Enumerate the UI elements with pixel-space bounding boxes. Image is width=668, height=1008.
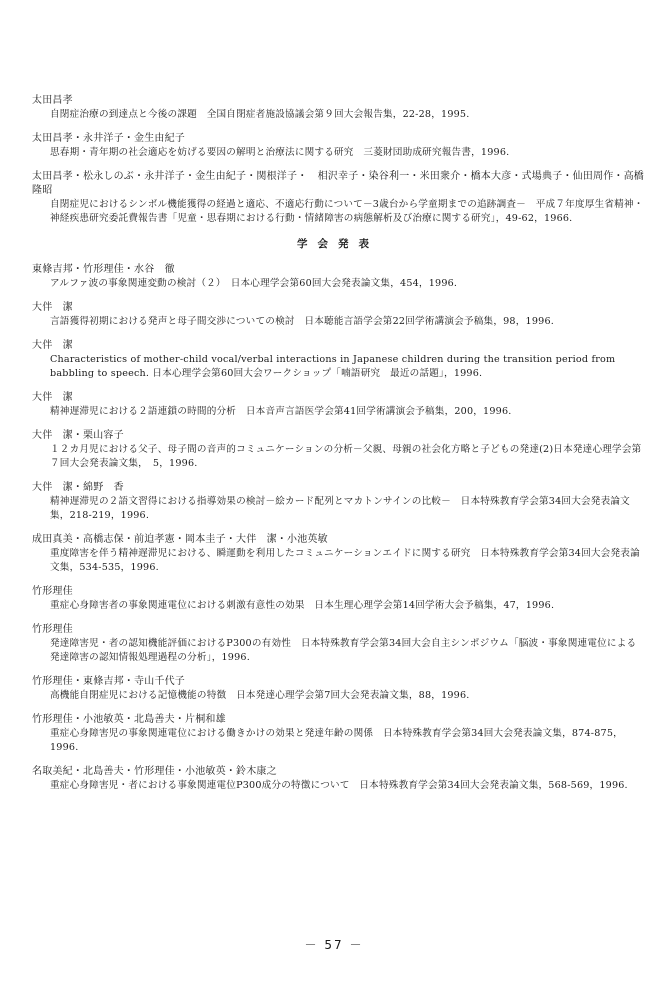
reference-authors: 竹形理佳・東條吉邦・寺山千代子 (32, 676, 185, 687)
reference-authors: 大伴 潔 (32, 392, 73, 403)
reference-authors: 成田真美・高橋志保・前迫孝憲・岡本圭子・大伴 潔・小池英敏 (32, 534, 328, 545)
page-number: － 57 － (304, 938, 364, 952)
reference-entry (32, 713, 644, 755)
reference-body: 発達障害児・者の認知機能評価におけるP300の有効性 日本特殊教育学会第34回大会自主シンポジウム「脳波・事象関連電位による発達障害の認知情報処理過程の分析」，1996. (50, 638, 637, 663)
reference-entry (32, 132, 644, 160)
reference-body: 高機能自閉症児における記憶機能の特徴 日本発達心理学会第7回大会発表論文集，88，1996. (50, 690, 470, 701)
reference-authors: 太田昌孝 (32, 95, 73, 106)
reference-body: １２カ月児における父子、母子間の音声的コミュニケーションの分析－父親、母親の社会化方略と子どもの発達(2)日本発達心理学会第７回大会発表論文集， 5，1996. (50, 444, 642, 469)
reference-authors: 大伴 潔 (32, 340, 73, 351)
reference-entry (32, 533, 644, 575)
reference-entry (32, 429, 644, 471)
reference-authors: 大伴 潔・綿野 香 (32, 482, 124, 493)
reference-body: 自閉症児におけるシンボル機能獲得の経過と適応、不適応行動について－3歳台から学童期までの追跡調査－ 平成７年度厚生省精神・神経疾患研究委託費報告書「児童・思春期における行動・情緒障害の病態解析及び治療に関する研究」，49-62，1966. (50, 199, 644, 224)
reference-authors: 太田昌孝・松永しのぶ・永井洋子・金生由紀子・関根洋子・ 相沢幸子・染谷利一・米田衆介・橋本大彦・式場典子・仙田周作・高橋隆昭 (32, 171, 644, 196)
reference-entry (32, 301, 644, 329)
reference-entry (32, 765, 644, 793)
reference-entry (32, 585, 644, 613)
reference-authors: 竹形理佳・小池敏英・北島善夫・片桐和雄 (32, 714, 226, 725)
reference-body: Characteristics of mother-child vocal/verbal interactions in Japanese children during the transition period from babbling to speech. 日本心理学会第60回大会ワークショップ「喃語研究 最近の話題」，1996. (50, 354, 616, 379)
reference-body: 重症心身障害児の事象関連電位における働きかけの効果と発達年齢の関係 日本特殊教育学会第34回大会発表論文集，874-875，1996. (50, 728, 623, 753)
reference-authors: 名取美紀・北島善夫・竹形理佳・小池敏英・鈴木康之 (32, 766, 277, 777)
section-title: 学会発表 (297, 238, 379, 250)
references-presentations (32, 263, 644, 793)
document-page (32, 94, 644, 803)
reference-body: 精神遅滞児における２語連鎖の時間的分析 日本音声言語医学会第41回学術講演会予稿集，200，1996. (50, 406, 512, 417)
reference-body: 精神遅滞児の２語文習得における指導効果の検討－絵カード配列とマカトンサインの比較－ 日本特殊教育学会第34回大会発表論文集，218-219，1996. (50, 496, 630, 521)
reference-authors: 大伴 潔 (32, 302, 73, 313)
reference-authors: 東條吉邦・竹形理佳・水谷 徹 (32, 264, 175, 275)
reference-body: 重症心身障害者の事象関連電位における刺激有意性の効果 日本生理心理学会第14回学術大会予稿集，47，1996. (50, 600, 555, 611)
reference-entry (32, 481, 644, 523)
reference-body: 言語獲得初期における発声と母子間交渉についての検討 日本聴能言語学会第22回学術講演会予稿集，98，1996. (50, 316, 554, 327)
reference-entry (32, 623, 644, 665)
references-before (32, 94, 644, 226)
reference-body: 自閉症治療の到達点と今後の課題 全国自閉症者施設協議会第９回大会報告集，22-28，1995. (50, 109, 470, 120)
reference-body: 思春期・青年期の社会適応を妨げる要因の解明と治療法に関する研究 三菱財団助成研究報告書，1996. (50, 147, 510, 158)
reference-authors: 大伴 潔・栗山容子 (32, 430, 124, 441)
reference-entry (32, 94, 644, 122)
reference-entry (32, 170, 644, 226)
reference-body: 重症心身障害児・者における事象関連電位P300成分の特徴について 日本特殊教育学会第34回大会発表論文集，568-569，1996. (50, 780, 628, 791)
reference-authors: 竹形理佳 (32, 586, 73, 597)
reference-authors: 太田昌孝・永井洋子・金生由紀子 (32, 133, 185, 144)
reference-entry (32, 263, 644, 291)
reference-authors: 竹形理佳 (32, 624, 73, 635)
reference-body: アルファ波の事象関連変動の検討（２） 日本心理学会第60回大会発表論文集，454，1996. (50, 278, 458, 289)
reference-entry (32, 339, 644, 381)
reference-entry (32, 391, 644, 419)
reference-body: 重度障害を伴う精神遅滞児における、瞬運動を利用したコミュニケーションエイドに関する研究 日本特殊教育学会第34回大会発表論文集，534-535，1996. (50, 548, 640, 573)
reference-entry (32, 675, 644, 703)
